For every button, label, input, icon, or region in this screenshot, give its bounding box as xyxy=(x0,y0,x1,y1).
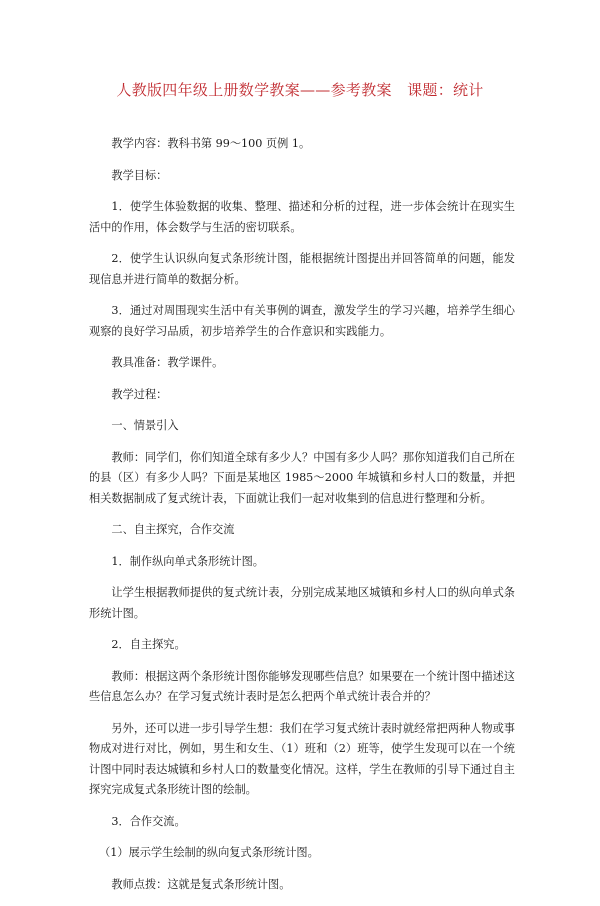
step-3-item-1: （1）展示学生绘制的纵向复式条形统计图。 xyxy=(99,846,319,859)
teacher-remark: 教师点拨：这就是复式条形统计图。 xyxy=(111,877,291,891)
goal-2: 2．使学生认识纵向复式条形统计图，能根据统计图提出并回答简单的问题，能发现信息并进行简单的数据分析。 xyxy=(89,252,515,286)
step-1-heading: 1．制作纵向单式条形统计图。 xyxy=(111,554,264,568)
teaching-goals-heading: 教学目标： xyxy=(111,168,168,182)
step-3-heading: 3．合作交流。 xyxy=(111,814,186,828)
section-1-heading: 一、情景引入 xyxy=(111,419,179,432)
step-2-guidance-paragraph: 另外，还可以进一步引导学生想：我们在学习复式统计表时就经常把两种人物或事物成对进行对比，例如，男生和女生、（1）班和（2）班等，使学生发现可以在一个统计图中同时表达城镇和乡村人口的数量变化情况。这样，学生在教师的引导下通过自主探究完成复式条形统计图的绘制。 xyxy=(89,721,515,796)
document-body xyxy=(89,134,515,906)
teaching-content: 教学内容：教科书第 99～100 页例 1。 xyxy=(111,137,311,150)
goal-1: 1．使学生体验数据的收集、整理、描述和分析的过程，进一步体会统计在现实生活中的作用，体会数学与生活的密切联系。 xyxy=(89,200,515,234)
document-title: 人教版四年级上册数学教案——参考教案 课题：统计 xyxy=(116,81,484,99)
section-2-heading: 二、自主探究，合作交流 xyxy=(111,523,235,536)
step-1-paragraph: 让学生根据教师提供的复式统计表，分别完成某地区城镇和乡村人口的纵向单式条形统计图。 xyxy=(89,586,515,620)
teaching-aids: 教具准备：教学课件。 xyxy=(111,356,224,369)
teacher-intro-paragraph: 教师：同学们，你们知道全球有多少人？中国有多少人吗？那你知道我们自己所在的县（区）有多少人吗？下面是某地区 1985～2000 年城镇和乡村人口的数量，并把相关数据制成了复式统计表，下面就让我们一起对收集到的信息进行整理和分析。 xyxy=(89,450,515,505)
teaching-process-heading: 教学过程： xyxy=(111,387,168,401)
step-2-teacher-paragraph: 教师：根据这两个条形统计图你能够发现哪些信息？如果要在一个统计图中描述这些信息怎么办？在学习复式统计表时是怎么把两个单式统计表合并的？ xyxy=(89,669,515,703)
goal-3: 3．通过对周围现实生活中有关事例的调查，激发学生的学习兴趣，培养学生细心观察的良好学习品质，初步培养学生的合作意识和实践能力。 xyxy=(89,304,515,338)
step-2-heading: 2．自主探究。 xyxy=(111,638,186,651)
